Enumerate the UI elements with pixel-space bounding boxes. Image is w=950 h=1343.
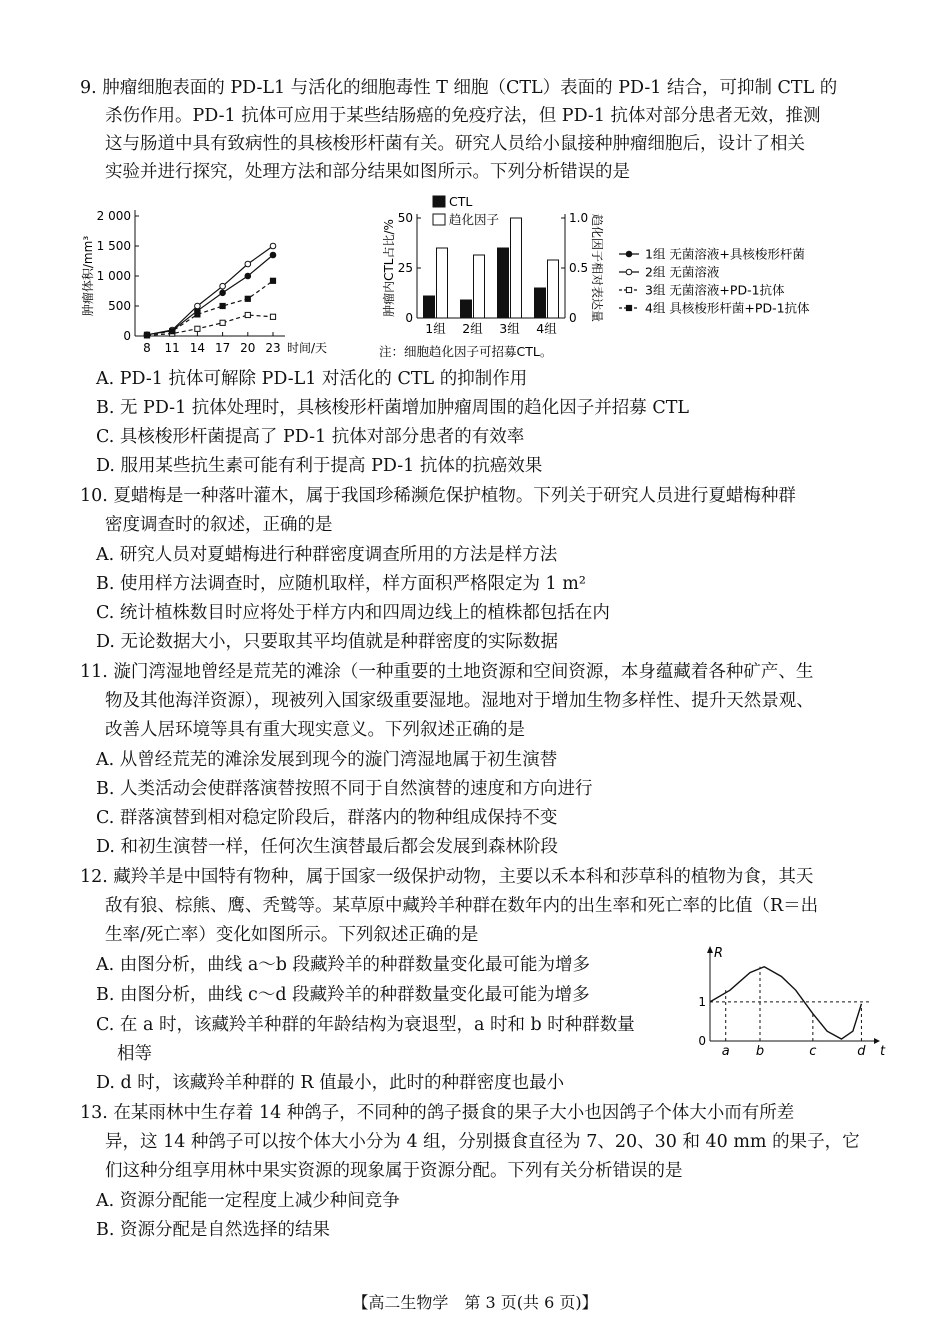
bar-ctl [424,296,435,318]
y-tick-label: 1 [698,994,706,1009]
legend-ctl-label: CTL [449,194,473,209]
y-tick-label: 1 000 [96,269,131,283]
x-tick-label: 17 [214,341,231,355]
q12-line-1: 12. 藏羚羊是中国特有物种，属于国家一级保护动物，主要以禾本科和莎草科的植物为食，其天 [80,867,814,887]
data-point [170,329,175,334]
x-tick-label: a [721,1044,730,1059]
r-curve [710,967,861,1039]
q10-line-2: 密度调查时的叙述，正确的是 [105,515,333,535]
data-point [195,326,200,331]
bar-ctl [498,248,509,318]
data-point [195,312,200,317]
y-axis-arrow [707,946,713,953]
tumor-volume-chart [80,200,330,360]
page-footer: 【高二生物学 第 3 页(共 6 页)】 [352,1293,598,1312]
q9-option-c: C. 具核梭形杆菌提高了 PD-1 抗体对部分患者的有效率 [96,427,525,447]
x-tick-label: 20 [240,341,256,355]
q10-option-a: A. 研究人员对夏蜡梅进行种群密度调查所用的方法是样方法 [96,545,558,565]
q9-line-2: 杀伤作用。PD-1 抗体可应用于某些结肠癌的免疫疗法，但 PD-1 抗体对部分患者无效，推测 [105,106,821,126]
data-point [270,278,275,283]
legend-label: 2组 无菌溶液 [645,264,720,280]
x-tick-label: d [857,1044,866,1059]
x-tick-label: 14 [189,341,206,355]
q11-option-d: D. 和初生演替一样，任何次生演替最后都会发展到森林阶段 [96,837,559,857]
series-line-4 [147,281,273,335]
category-label: 3组 [499,321,520,336]
series-line-3 [147,315,273,335]
tumor-legend [615,238,885,318]
q9-line-4: 实验并进行探究，处理方法和部分结果如图所示。下列分析错误的是 [105,162,630,182]
x-tick-label: b [755,1044,765,1059]
q12-line-3: 生率/死亡率）变化如图所示。下列叙述正确的是 [105,925,479,945]
q12-option-d: D. d 时，该藏羚羊种群的 R 值最小，此时的种群密度也最小 [96,1073,565,1093]
chart-note: 注：细胞趋化因子可招募CTL。 [379,344,553,359]
q11-option-a: A. 从曾经荒芜的滩涂发展到现今的漩门湾湿地属于初生演替 [96,750,558,770]
x-axis-label: 时间/天 [287,341,328,355]
y-tick-label: 0 [698,1034,706,1048]
data-point [220,283,226,289]
bar-ctl [461,300,472,318]
q9-line-1: 9. 肿瘤细胞表面的 PD-L1 与活化的细胞毒性 T 细胞（CTL）表面的 PD-1 结合，可抑制 CTL 的 [80,78,838,98]
q12-option-c: C. 在 a 时，该藏羚羊种群的年龄结构为衰退型，a 时和 b 时种群数量 [96,1015,635,1035]
q11-option-b: B. 人类活动会使群落演替按照不同于自然演替的速度和方向进行 [96,779,593,799]
q9-option-a: A. PD-1 抗体可解除 PD-L1 对活化的 CTL 的抑制作用 [96,369,528,389]
legend-label: 1组 无菌溶液+具核梭形杆菌 [645,246,805,262]
x-tick-label: 23 [265,341,281,355]
data-point [220,303,225,308]
bar-chemokine [548,260,559,318]
bar-chemokine [511,218,522,318]
data-point [270,314,275,319]
x-tick-label: 11 [164,341,180,355]
q13-line-3: 们这种分组享用林中果实资源的现象属于资源分配。下列有关分析错误的是 [105,1161,683,1181]
legend-marker [626,269,632,275]
y-tick-label: 2 000 [96,209,131,223]
data-point [245,273,251,279]
q11-option-c: C. 群落演替到相对稳定阶段后，群落内的物种组成保持不变 [96,808,558,828]
q11-line-1: 11. 漩门湾湿地曾经是荒芜的滩涂（一种重要的土地资源和空间资源，本身蕴藏着各种矿产、生 [80,662,814,682]
q13-line-2: 异，这 14 种鸽子可以按个体大小分为 4 组，分别摄食直径为 7、20、30 和 40 mm 的果子，它 [105,1132,860,1152]
q10-line-1: 10. 夏蜡梅是一种落叶灌木，属于我国珍稀濒危保护植物。下列关于研究人员进行夏蜡梅种群 [80,486,796,506]
category-label: 4组 [536,321,557,336]
data-point [144,332,149,337]
q9-option-d: D. 服用某些抗生素可能有利于提高 PD-1 抗体的抗癌效果 [96,456,543,476]
q9-option-b: B. 无 PD-1 抗体处理时，具核梭形杆菌增加肿瘤周围的趋化因子并招募 CTL [96,398,690,418]
category-label: 1组 [425,321,446,336]
q13-line-1: 13. 在某雨林中生存着 14 种鸽子，不同种的鸽子摄食的果子大小也因鸽子个体大小而有所差 [80,1103,795,1123]
legend-chemokine-label: 趋化因子 [449,212,500,227]
legend-marker [626,287,631,292]
q10-option-c: C. 统计植株数目时应将处于样方内和四周边线上的植株都包括在内 [96,603,610,623]
r-curve-chart [690,945,886,1065]
bar-chemokine [437,248,448,318]
x-axis-label: t [880,1044,886,1059]
legend-ctl-swatch [433,196,445,207]
q12-option-c-cont: 相等 [117,1044,152,1064]
data-point [220,290,226,296]
y-tick-label: 500 [108,299,131,313]
bar-ctl [535,288,546,318]
x-tick-label: 8 [143,341,151,355]
x-tick-label: c [809,1044,817,1059]
y2-axis-label: 趋化因子相对表达量 [590,213,604,323]
q11-line-3: 改善人居环境等具有重大现实意义。下列叙述正确的是 [105,720,525,740]
y-tick-label: 0 [405,311,413,325]
y2-tick-label: 0 [569,311,577,325]
y-axis-label: R [714,946,724,961]
legend-chemokine-swatch [433,214,445,225]
q10-option-b: B. 使用样方法调查时，应随机取样，样方面积严格限定为 1 m² [96,574,586,594]
y-tick-label: 25 [397,261,413,275]
q9-line-3: 这与肠道中具有致病性的具核梭形杆菌有关。研究人员给小鼠接种肿瘤细胞后，设计了相关 [105,134,805,154]
data-point [195,303,201,309]
legend-marker [626,251,632,257]
series-line-2 [147,246,273,335]
y-axis-label: 肿瘤内CTL占比/% [382,219,396,317]
y2-tick-label: 1.0 [569,211,589,225]
data-point [220,320,225,325]
y-tick-label: 0 [123,329,131,343]
y2-tick-label: 0.5 [569,261,589,275]
q13-option-a: A. 资源分配能一定程度上减少种间竞争 [96,1191,400,1211]
data-point [245,312,250,317]
legend-marker [626,305,631,310]
y-tick-label: 50 [397,211,413,225]
y-tick-label: 1 500 [96,239,131,253]
bar-chemokine [474,255,485,318]
q10-option-d: D. 无论数据大小，只要取其平均值就是种群密度的实际数据 [96,632,559,652]
legend-label: 3组 无菌溶液+PD-1抗体 [645,282,785,298]
data-point [270,252,276,258]
legend-label: 4组 具核梭形杆菌+PD-1抗体 [645,300,810,316]
category-label: 2组 [462,321,483,336]
q13-option-b: B. 资源分配是自然选择的结果 [96,1220,330,1240]
q12-option-b: B. 由图分析，曲线 c～d 段藏羚羊的种群数量变化最可能为增多 [96,985,590,1005]
data-point [245,296,250,301]
data-point [245,261,251,267]
data-point [270,243,276,249]
q12-option-a: A. 由图分析，曲线 a～b 段藏羚羊的种群数量变化最可能为增多 [96,955,591,975]
q11-line-2: 物及其他海洋资源），现被列入国家级重要湿地。湿地对于增加生物多样性、提升天然景观、 [105,691,814,711]
ctl-bar-chart [375,190,605,365]
q12-line-2: 敌有狼、棕熊、鹰、秃鹫等。某草原中藏羚羊种群在数年内的出生率和死亡率的比值（R＝出 [105,896,819,916]
y-axis-label: 肿瘤体积/mm³ [81,235,95,317]
